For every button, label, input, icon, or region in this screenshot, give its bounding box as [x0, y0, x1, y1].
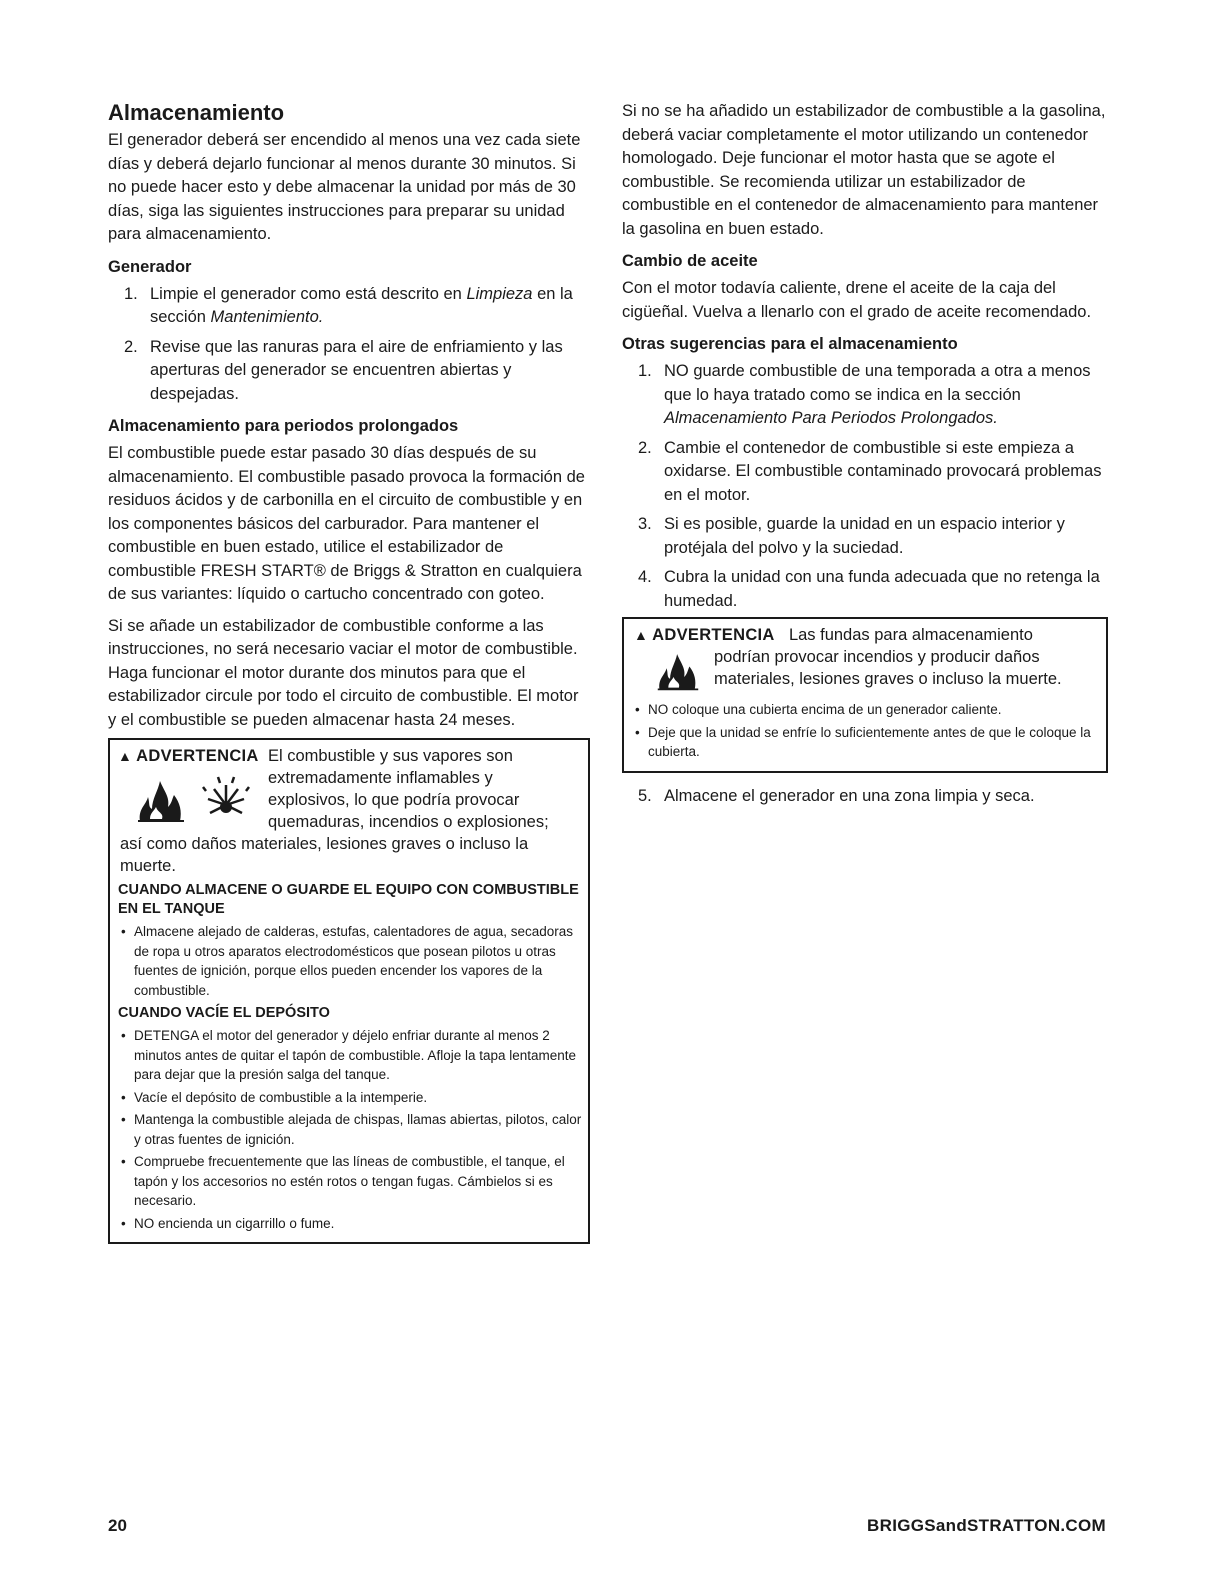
warning-subheading: CUANDO VACÍE EL DEPÓSITO: [118, 1005, 330, 1021]
fuel-warning-box: [108, 738, 590, 1244]
reference-cleaning: Limpieza: [466, 284, 533, 303]
warning-bullets-storage: [118, 922, 582, 1000]
warning-label: [634, 626, 779, 644]
list-text: Cambie el contenedor de combustible si este empieza a oxidarse. El combustible contaminado provocará problemas en el motor.: [664, 438, 1102, 504]
list-number: 1.: [638, 362, 652, 380]
list-text: Limpie el generador como está descrito en: [150, 284, 467, 303]
warning-triangle-icon: ▲: [634, 627, 649, 643]
bullet-item: • Almacene alejado de calderas, estufas, calentadores de agua, secadoras de ropa u otros aparatos electrodomésticos que posean pilotos u otras fuentes de ignición, porque ellos pueden encender los vapores de la combustible.: [118, 922, 582, 1000]
list-item: [622, 513, 1108, 560]
section-title: Almacenamiento: [108, 100, 285, 125]
list-number: 2.: [638, 438, 652, 457]
fire-icon: [656, 648, 700, 692]
list-number: 5.: [638, 786, 652, 805]
oil-change-paragraph: Con el motor todavía caliente, drene el aceite de la caja del cigüeñal. Vuelva a llenarlo con el grado de aceite recomendado.: [622, 279, 1092, 321]
list-text: en la sección: [150, 284, 573, 326]
warning-subheading: CUANDO ALMACENE O GUARDE EL EQUIPO CON COMBUSTIBLE EN EL TANQUE: [118, 882, 579, 917]
warning-bullets-cover: [632, 700, 1100, 762]
list-number: 3.: [638, 515, 652, 533]
list-item: [108, 336, 590, 407]
bullet-item: • DETENGA el motor del generador y déjelo enfriar durante al menos 2 minutos antes de quitar el tapón de combustible. Afloje la tapa lentamente para dejar que la presión salga del tanque.: [118, 1026, 582, 1085]
explosion-icon: [202, 775, 250, 823]
drain-paragraph: Si no se ha añadido un estabilizador de combustible a la gasolina, deberá vaciar completamente el motor utilizando un contenedor homologado. Deje funcionar el motor hasta que se agote el combustible. Se recomienda utilizar un estabilizador de combustible en el contenedor de almacenamiento para mantener la gasolina en buen estado.: [622, 102, 1106, 238]
list-text: Almacene el generador en una zona limpia y seca.: [664, 786, 1035, 805]
bullet-item: • NO encienda un cigarrillo o fume.: [118, 1214, 582, 1234]
generator-list: [108, 283, 590, 407]
bullet-item: • NO coloque una cubierta encima de un generador caliente.: [632, 700, 1100, 720]
warning-header: [632, 624, 1100, 694]
warning-icons: [136, 775, 250, 823]
right-column: [622, 100, 1108, 814]
page-number: 20: [108, 1516, 127, 1535]
warning-line1: Las fundas para almacenamiento: [788, 626, 1033, 644]
list-item: [622, 566, 1108, 613]
long-storage-paragraph-1: El combustible puede estar pasado 30 días después de su almacenamiento. El combustible pasado provoca la formación de residuos ácidos y de carbonilla en el circuito de combustible y en los componentes básicos del carburador. Para mantener el combustible en buen estado, utilice el estabilizador de combustible FRESH START® de Briggs & Stratton en cualquiera de sus variantes: líquido o cartucho concentrado con goteo.: [108, 444, 585, 603]
list-text: Cubra la unidad con una funda adecuada que no retenga la humedad.: [664, 568, 1100, 610]
reference-maintenance: Mantenimiento.: [210, 308, 324, 326]
warning-header: [118, 745, 582, 833]
list-text: NO guarde combustible de una temporada a otra a menos que lo haya tratado como se indica en la sección: [664, 362, 1091, 404]
list-item: [622, 785, 1108, 809]
list-text: Revise que las ranuras para el aire de enfriamiento y las aperturas del generador se encuentren abiertas y despejadas.: [150, 337, 563, 403]
warning-lead-text: podrían provocar incendios y producir daños materiales, lesiones graves o incluso la muerte.: [714, 648, 1062, 688]
warning-title: ADVERTENCIA: [652, 626, 775, 644]
bullet-item: • Vacíe el depósito de combustible a la intemperie.: [118, 1088, 582, 1108]
list-item: [622, 437, 1108, 508]
oil-change-heading: Cambio de aceite: [622, 252, 758, 270]
generator-heading: Generador: [108, 257, 192, 276]
warning-icons: [656, 648, 700, 698]
bullet-item: • Mantenga la combustible alejada de chispas, llamas abiertas, pilotos, calor y otras fuentes de ignición.: [118, 1110, 582, 1149]
storage-tips-list-continued: [622, 785, 1108, 809]
cover-warning-box: [622, 617, 1108, 773]
warning-bullets-drain: [118, 1026, 582, 1233]
list-number: 4.: [638, 568, 652, 586]
warning-triangle-icon: ▲: [118, 748, 133, 764]
list-item: [622, 360, 1108, 431]
reference-long-storage: Almacenamiento Para Periodos Prolongados.: [664, 409, 998, 427]
storage-tips-list: [622, 360, 1108, 613]
storage-tips-heading: Otras sugerencias para el almacenamiento: [622, 335, 958, 353]
warning-title: ADVERTENCIA: [136, 747, 259, 765]
list-number: 2.: [124, 337, 138, 356]
fire-icon: [136, 775, 186, 823]
list-item: [108, 283, 590, 330]
bullet-item: • Compruebe frecuentemente que las líneas de combustible, el tanque, el tapón y los accesorios no estén rotos o tengan fugas. Cámbielos si es necesario.: [118, 1152, 582, 1211]
left-column: [108, 100, 590, 1244]
list-text: Si es posible, guarde la unidad en un espacio interior y protéjala del polvo y la suciedad.: [664, 515, 1065, 557]
intro-paragraph: El generador deberá ser encendido al menos una vez cada siete días y deberá dejarlo funcionar al menos durante 30 minutos. Si no puede hacer esto y debe almacenar la unidad por más de 30 días, siga las siguientes instrucciones para preparar su unidad para almacenamiento.: [108, 131, 581, 243]
long-storage-heading: Almacenamiento para periodos prolongados: [108, 417, 459, 435]
website-url: BRIGGSandSTRATTON.COM: [867, 1516, 1106, 1535]
long-storage-paragraph-2: Si se añade un estabilizador de combustible conforme a las instrucciones, no será necesario vaciar el motor de combustible. Haga funcionar el motor durante dos minutos para que el estabilizador circule por todo el circuito de combustible. El motor y el combustible se pueden almacenar hasta 24 meses.: [108, 616, 579, 729]
bullet-item: • Deje que la unidad se enfríe lo suficientemente antes de que le coloque la cubierta.: [632, 723, 1100, 762]
warning-continuation: así como daños materiales, lesiones graves o incluso la muerte.: [120, 835, 529, 875]
warning-label: [118, 747, 259, 765]
warning-lead-text: El combustible y sus vapores son extremadamente inflamables y explosivos, lo que podría provocar quemaduras, incendios o explosiones;: [268, 747, 549, 831]
list-number: 1.: [124, 284, 138, 303]
